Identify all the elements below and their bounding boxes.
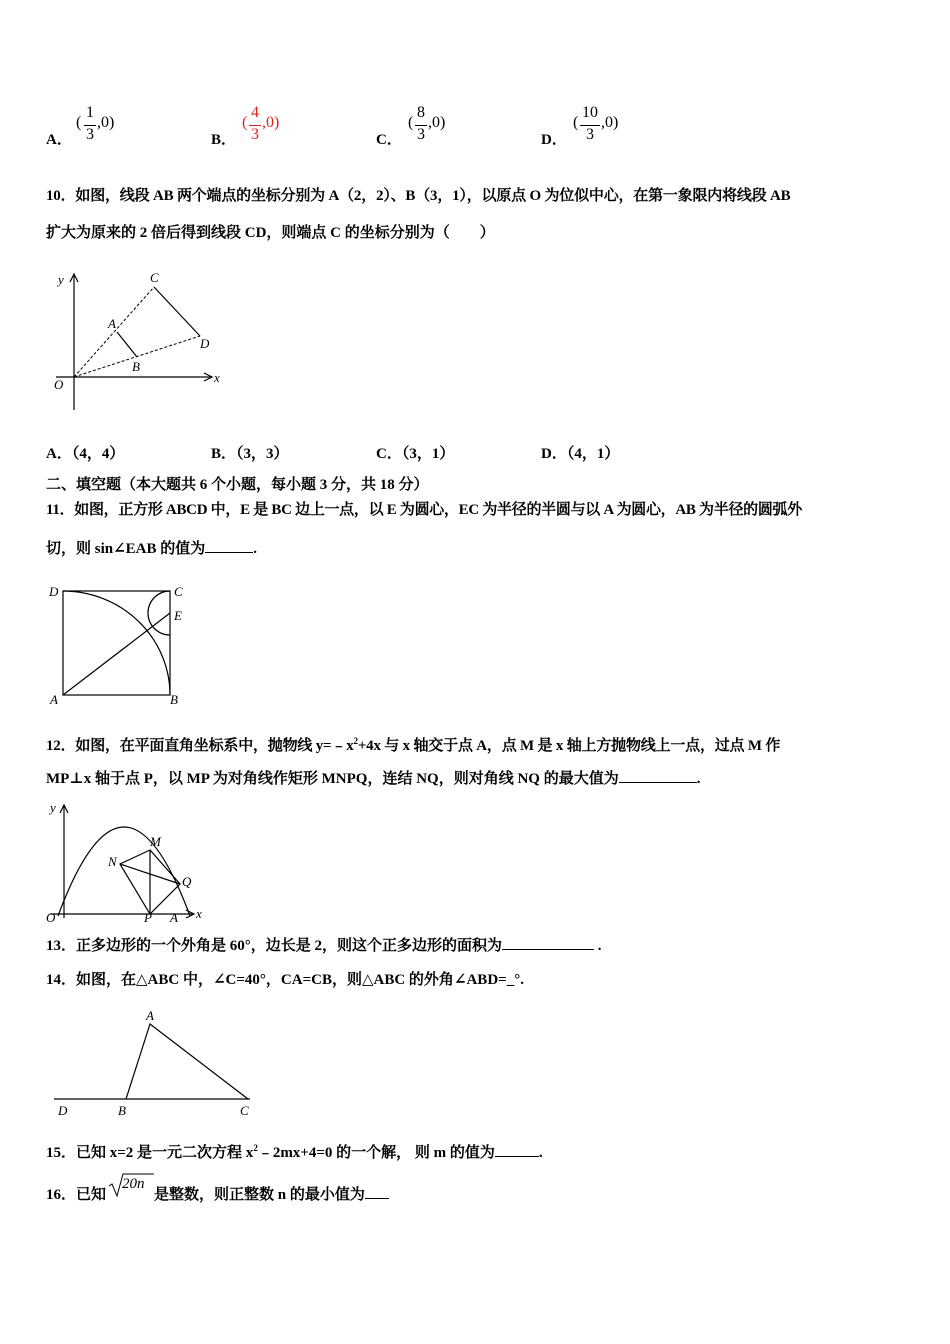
label-b: B [118,1103,126,1118]
label-b: B [132,359,140,374]
label-o: O [54,377,64,392]
q10-text-line2: 扩大为原来的 2 倍后得到线段 CD，则端点 C 的坐标分别为（ ） [46,225,495,241]
q10-option-a: A．（4，4） [46,446,125,462]
label-x: x [214,370,220,385]
q11-text-line2: 切，则 sin∠EAB 的值为 . [46,538,257,559]
q12-text-line2: MP⊥x 轴于点 P，以 MP 为对角线作矩形 MNPQ，连结 NQ，则对角线 NQ 的最大值为 . [46,768,700,789]
label-o: O [46,910,56,922]
q11-figure [44,580,194,708]
q12-figure [44,798,214,922]
label-y: y [58,272,64,287]
option-b-letter: B． [211,132,237,148]
segment-ae [63,613,170,695]
option-d-letter: D． [541,132,567,148]
q16-text: 16．已知 20n 是整数，则正整数 n 的最小值为 [46,1184,389,1205]
label-a: A [146,1008,154,1023]
label-d: D [49,584,59,599]
q10-option-b: B．（3，3） [211,446,289,462]
label-d: D [200,336,210,351]
label-p: P [144,910,152,922]
option-c-value: ( 8 3 ,0) [408,104,446,143]
label-d: D [58,1103,68,1118]
arc-from-a [63,591,170,695]
segment-cd [154,287,200,336]
radicand: 20n [122,1176,145,1192]
q10-option-d: D．（4，1） [541,446,620,462]
q11-text-line1: 11．如图，正方形 ABCD 中，E 是 BC 边上一点，以 E 为圆心，EC 为半径的半圆与以 A 为圆心，AB 为半径的圆弧外 [46,502,802,518]
q12-text-line1: 12．如图，在平面直角坐标系中，抛物线 $y=﹣x^2+4x$ 与 x 轴交于点 A，点 M 是 x 轴上方抛物线上一点，过点 M 作 [46,736,781,754]
answer-blank [619,768,697,783]
q14-text: 14．如图，在△ABC 中，∠C=40°，CA=CB，则△ABC 的外角∠ABD=_°. [46,972,524,988]
label-a: A [170,910,178,922]
section-heading: 二、填空题（本大题共 6 个小题，每小题 3 分，共 18 分） [46,477,429,493]
triangle-abc [126,1024,248,1099]
option-a-value: ( 1 3 ,0) [76,104,115,143]
square-abcd [63,591,170,695]
q13-text: 13．正多边形的一个外角是 60°，边长是 2，则这个正多边形的面积为 . [46,935,602,956]
q15-text: 15．已知 x=2 是一元二次方程 $x^2﹣2mx+4=0$ 的一个解， 则 m 的值为 . [46,1143,543,1161]
label-x: x [196,906,202,921]
option-c-letter: C． [376,132,402,148]
label-a: A [50,692,58,707]
segment-ab [117,332,137,357]
option-b-value: ( 4 3 ,0) [242,104,280,143]
label-e: E [174,608,182,623]
label-a: A [108,316,116,331]
answer-blank [495,1142,539,1157]
sqrt-expression [106,1176,154,1204]
q10-option-c: C．（3，1） [376,446,455,462]
option-a-letter: A． [46,132,72,148]
answer-blank [205,538,253,553]
label-y: y [50,800,56,815]
q14-figure [44,1004,264,1122]
q10-figure [40,268,230,413]
label-c: C [174,584,183,599]
answer-blank [365,1184,389,1199]
label-c: C [150,270,159,285]
semicircle-from-e [148,591,170,635]
label-n: N [108,854,117,869]
answer-blank [502,935,594,950]
label-m: M [150,834,161,849]
q10-text-line1: 10．如图，线段 AB 两个端点的坐标分别为 A（2，2）、B（3，1），以原点 O 为位似中心，在第一象限内将线段 AB [46,188,791,204]
option-d-value: ( 10 3 ,0) [573,104,619,143]
label-b: B [170,692,178,707]
label-c: C [240,1103,249,1118]
label-q: Q [182,874,192,889]
